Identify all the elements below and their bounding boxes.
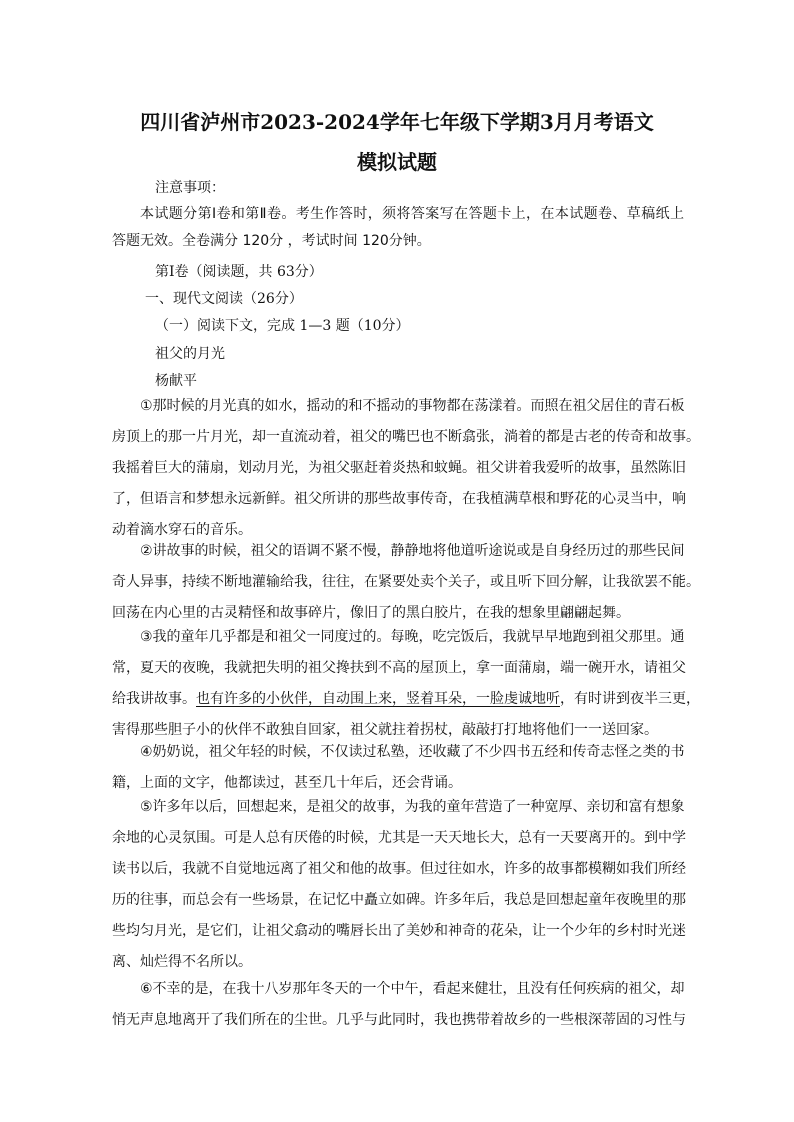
paragraph-line: ④奶奶说，祖父年轻的时候，不仅读过私塾，还收藏了不少四书五经和传奇志怪之类的书	[140, 744, 685, 760]
paragraph-line: 了，但语言和梦想永远新鲜。祖父所讲的那些故事传奇，在我植满草根和野花的心灵当中，响	[112, 491, 686, 507]
notice-label: 注意事项：	[155, 180, 225, 196]
paragraph-line: 悄无声息地离开了我们所在的尘世。几乎与此同时，我也携带着故乡的一些根深蒂固的习性与	[112, 1012, 686, 1028]
paragraph-line: 读书以后，我就不自觉地远离了祖父和他的故事。但过往如水，许多的故事都模糊如我们所经	[112, 861, 686, 877]
paragraph-line: 些均匀月光，是它们，让祖父翕动的嘴唇长出了美妙和神奇的花朵，让一个少年的乡村时光迷	[112, 923, 686, 939]
paragraph-line: 历的往事，而总会有一些场景，在记忆中矗立如碑。许多年后，我总是回想起童年夜晚里的那	[112, 892, 686, 908]
notice-line-2: 答题无效。全卷满分 120分 ，考试时间 120分钟。	[112, 233, 431, 249]
part-heading: 一、现代文阅读（26分）	[145, 291, 303, 307]
exam-title-line1: 四川省泸州市2023-2024学年七年级下学期3月月考语文	[140, 110, 654, 134]
article-paragraph-2	[112, 541, 700, 634]
paragraph-line: 害得那些胆子小的伙伴不敢独自回家，祖父就拄着拐杖，敲敲打打地将他们一一送回家。	[112, 722, 658, 738]
paragraph-line: 我摇着巨大的蒲扇，划动月光，为祖父驱赶着炎热和蚊蝇。祖父讲着我爱听的故事，虽然陈旧	[112, 460, 686, 476]
article-title: 祖父的月光	[155, 346, 225, 362]
paragraph-line: 常，夏天的夜晚，我就把失明的祖父搀扶到不高的屋顶上，拿一面蒲扇，端一碗开水，请祖父	[112, 660, 686, 676]
paragraph-line: 奇人异事，持续不断地灌输给我，往往，在紧要处卖个关子，或且听下回分解，让我欲罢不能。	[112, 574, 700, 590]
article-paragraph-3	[112, 627, 700, 751]
paragraph-line: ③我的童年几乎都是和祖父一同度过的。每晚，吃完饭后，我就早早地跑到祖父那里。通	[140, 629, 685, 645]
article-paragraph-6	[112, 979, 684, 1041]
notice-paragraph	[112, 204, 684, 258]
paragraph-line: ⑤许多年以后，回想起来，是祖父的故事，为我的童年营造了一种宽厚、亲切和富有想象	[140, 799, 685, 815]
underlined-sentence: 也有许多的小伙伴，自动围上来，竖着耳朵，一脸虔诚地听	[196, 691, 560, 707]
article-paragraph-5	[112, 797, 684, 983]
paragraph-line: ①那时候的月光真的如水，摇动的和不摇动的事物都在荡漾着。而照在祖父居住的青石板	[140, 398, 685, 414]
paragraph-line: ②讲故事的时候，祖父的语调不紧不慢，静静地将他道听途说或是自身经历过的那些民间	[140, 543, 685, 559]
paragraph-line: 回荡在内心里的古灵精怪和故事碎片，像旧了的黑白胶片，在我的想象里翩翩起舞。	[112, 605, 630, 621]
notice-line-1: 本试题分第Ⅰ卷和第Ⅱ卷。考生作答时，须将答案写在答题卡上，在本试题卷、草稿纸上	[140, 206, 684, 222]
volume-heading: 第Ⅰ卷（阅读题，共 63分）	[155, 264, 323, 280]
exam-title-line2: 模拟试题	[357, 150, 437, 174]
paragraph-line: 余地的心灵氛围。可是人总有厌倦的时候，尤其是一天天地长大，总有一天要离开的。到中学	[112, 830, 686, 846]
paragraph-line: 籍，上面的文字，他都读过，甚至几十年后，还会背诵。	[112, 775, 462, 791]
article-paragraph-4	[112, 742, 684, 804]
article-author: 杨献平	[155, 373, 197, 389]
paragraph-line: 离、灿烂得不名所以。	[112, 954, 252, 970]
paragraph-line: 房顶上的那一片月光，却一直流动着，祖父的嘴巴也不断翕张，淌着的都是古老的传奇和故事。	[112, 429, 700, 445]
paragraph-line: 动着滴水穿石的音乐。	[112, 522, 252, 538]
paragraph-line-mixed: 给我讲故事。也有许多的小伙伴，自动围上来，竖着耳朵，一脸虔诚地听，有时讲到夜半三更，	[112, 691, 700, 707]
subsection-heading: （一）阅读下文，完成 1—3 题（10分）	[155, 318, 410, 334]
paragraph-line: ⑥不幸的是，在我十八岁那年冬天的一个中午，看起来健壮，且没有任何疾病的祖父，却	[140, 981, 685, 997]
